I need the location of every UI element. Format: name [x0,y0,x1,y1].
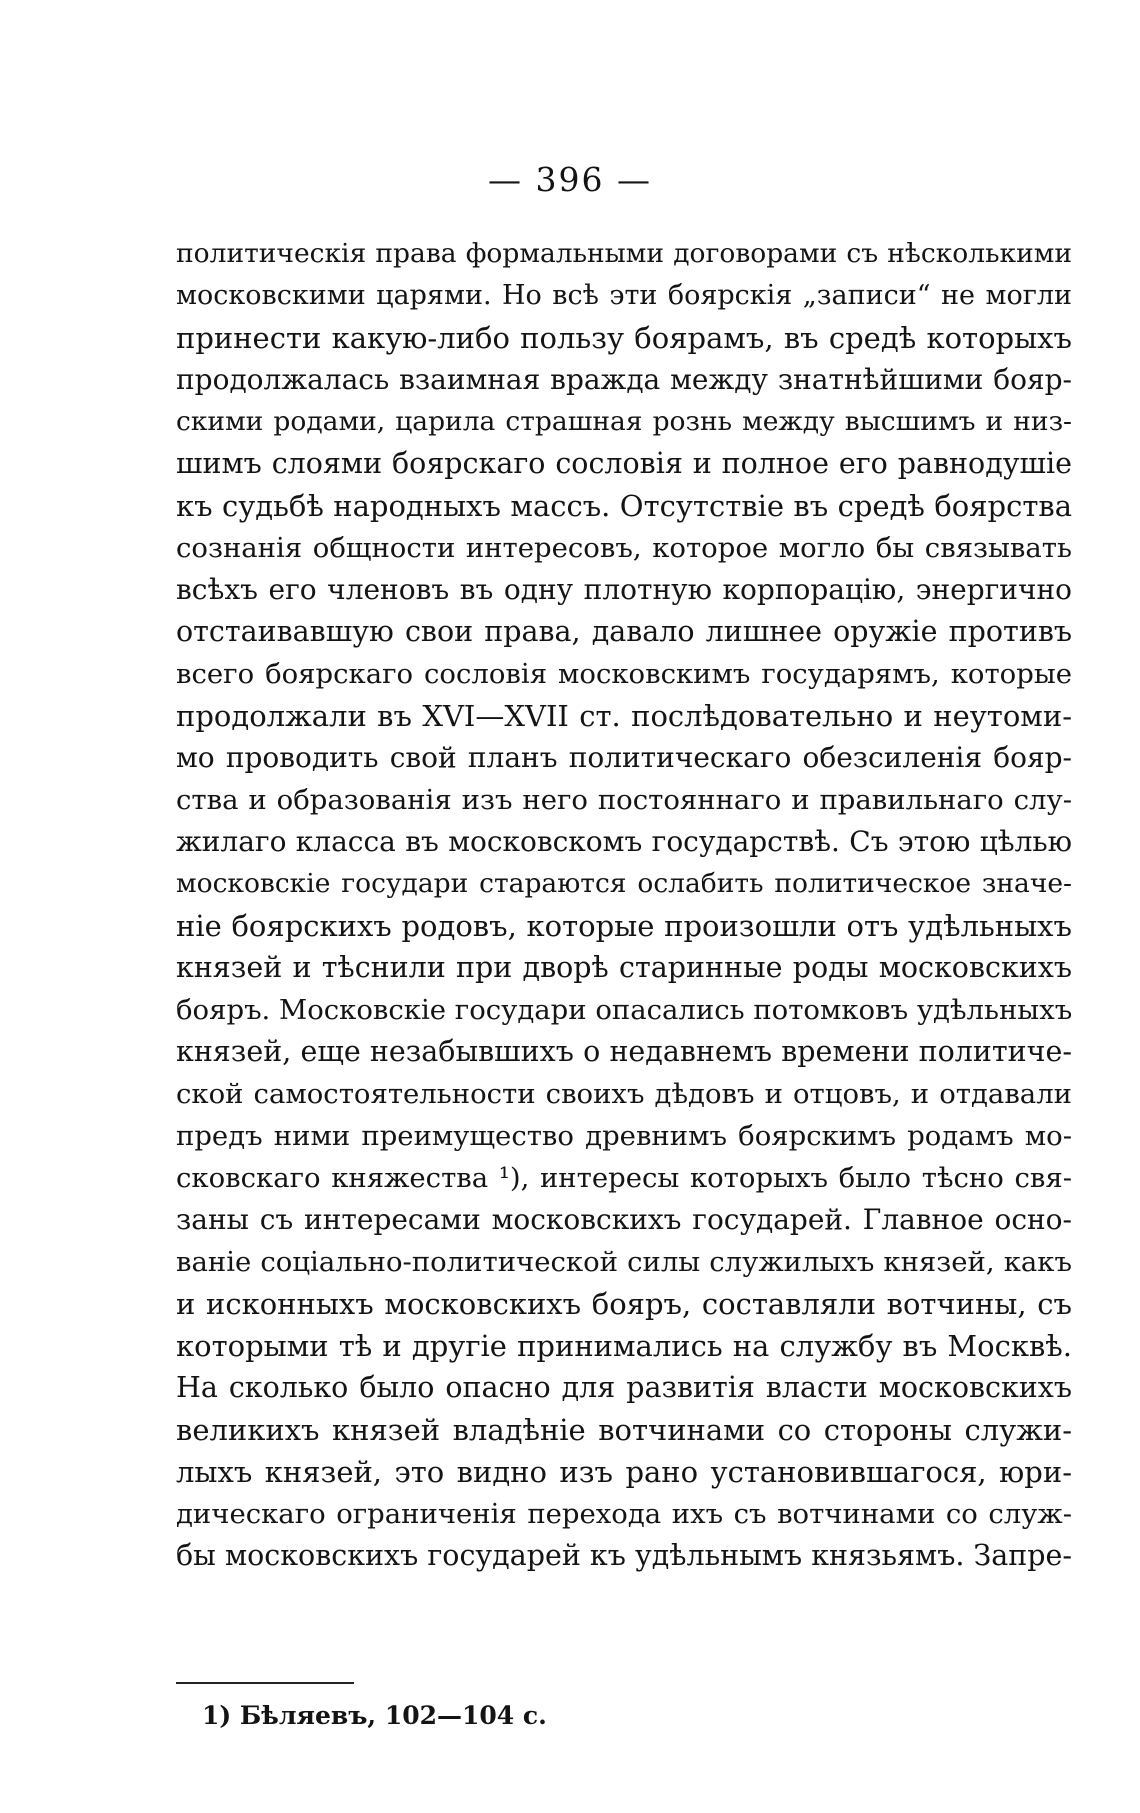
text-line: всего боярскаго сословія московскимъ государямъ, которые [176,658,1072,690]
text-line: скими родами, царила страшная рознь между высшимъ и низ- [176,406,1072,437]
body-text [176,233,1072,1577]
text-line: сковскаго княжества ¹), интересы которыхъ было тѣсно свя- [176,1162,1072,1194]
text-line: ской самостоятельности своихъ дѣдовъ и отцовъ, и отдавали [176,1078,1072,1110]
text-line: жилаго класса въ московскомъ государствѣ. Съ этою цѣлью [176,825,1072,858]
text-line: къ судьбѣ народныхъ массъ. Отсутствіе въ средѣ боярства [176,489,1072,523]
footnote-divider [176,1682,354,1684]
text-line: ніе боярскихъ родовъ, которые произошли отъ удѣльныхъ [176,909,1072,943]
text-line: которыми тѣ и другіе принимались на службу въ Москвѣ. [176,1329,1072,1363]
page-number: — 396 — [488,160,652,199]
text-line: продолжалась взаимная вражда между знатнѣйшими бояр- [176,363,1072,396]
text-line: дическаго ограниченія перехода ихъ съ вотчинами со служ- [176,1498,1072,1530]
text-line: московскими царями. Но всѣ эти боярскія „записи“ не могли [176,280,1072,311]
text-line: отстаивавшую свои права, давало лишнее оружіе противъ [176,615,1072,648]
text-line: предъ ними преимущество древнимъ боярскимъ родамъ мо- [176,1120,1072,1152]
text-line: ства и образованія изъ него постояннаго и правильнаго слу- [176,784,1072,816]
text-line: продолжали въ XVI—XVII ст. послѣдовательно и неутоми- [176,699,1072,733]
text-line: и исконныхъ московскихъ бояръ, составляли вотчины, съ [176,1287,1072,1321]
text-line: князей, еще незабывшихъ о недавнемъ времени политиче- [176,1035,1072,1068]
text-line: На сколько было опасно для развитія власти московскихъ [176,1371,1072,1404]
text-line: московскіе государи стараются ослабить политическое значе- [176,868,1072,899]
text-line: бы московскихъ государей къ удѣльнымъ князьямъ. Запре- [176,1539,1072,1572]
text-line: заны съ интересами московскихъ государей. Главное осно- [176,1203,1072,1236]
text-line: князей и тѣснили при дворѣ старинные роды московскихъ [176,951,1072,984]
footnote: 1) Бѣляевъ, 102—104 с. [202,1701,547,1730]
text-line: ваніе соціально-политической силы служилыхъ князей, какъ [176,1246,1072,1278]
text-line: шимъ слоями боярскаго сословія и полное его равнодушіе [176,447,1072,480]
text-line: принести какую-либо пользу боярамъ, въ средѣ которыхъ [176,321,1072,355]
text-line: мо проводить свой планъ политическаго обезсиленія бояр- [176,741,1072,774]
text-line: лыхъ князей, это видно изъ рано установившагося, юри- [176,1455,1072,1489]
text-line: великихъ князей владѣніе вотчинами со стороны служи- [176,1413,1072,1447]
text-line: сознанія общности интересовъ, которое могло бы связывать [176,532,1072,564]
text-line: бояръ. Московскіе государи опасались потомковъ удѣльныхъ [176,994,1072,1026]
text-line: политическія права формальными договорами съ нѣсколькими [176,238,1072,269]
text-line: всѣхъ его членовъ въ одну плотную корпорацію, энергично [176,573,1072,606]
